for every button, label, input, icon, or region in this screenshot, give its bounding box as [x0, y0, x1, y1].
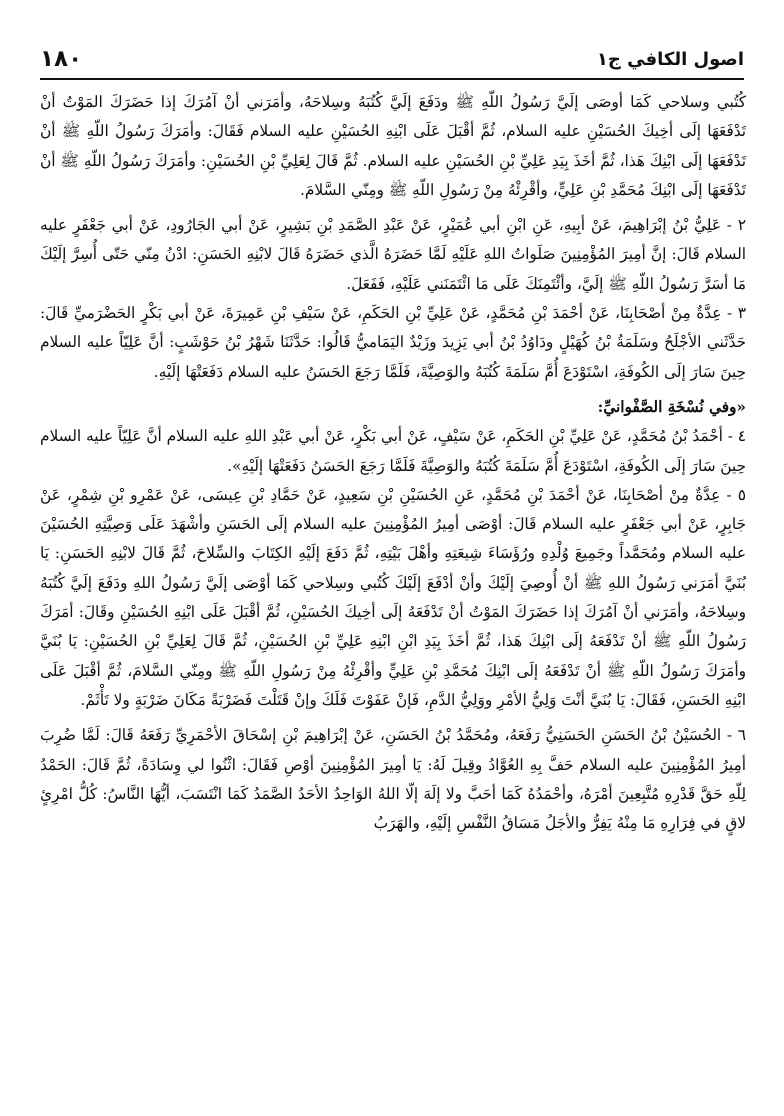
page-body [40, 88, 746, 838]
paragraph-continuation: كُتُبي وسلاحي كَمَا أوصَى إلَيَّ رَسُولُ اللّهِ ﷺ ودَفَعَ إلَيَّ كُتُبَهُ وسِلاحَهُ، وأمَرَني أنْ آمُرَكَ إذا حَضَرَكَ المَوْتُ أنْ تَدْفَعَهَا إلَى أخِيكَ الحُسَيْنِ عليه السلام، ثُمَّ أقْبَلَ عَلَى ابْنِهِ الحُسَيْنِ عليه السلام فَقَالَ: وأمَرَكَ رَسُولُ اللّهِ ﷺ أنْ تَدْفَعَهَا إلَى ابْنِكَ هَذا، ثُمَّ أخَذَ بِيَدِ عَلِيِّ بْنِ الحُسَيْنِ عليه السلام. ثُمَّ قَالَ لِعَلِيِّ بْنِ الحُسَيْنِ: وأمَرَكَ رَسُولُ اللّهِ ﷺ أنْ تَدْفَعَهَا إلَى ابْنِكَ مُحَمَّدِ بْنِ عَلِيٍّ، وأقْرِئْهُ مِنْ رَسُولِ اللّهِ ﷺ ومِنّي السَّلامَ. [40, 93, 746, 199]
page-header [40, 44, 744, 74]
page-number: ١٨٠ [40, 46, 83, 72]
hadith-3: ٣ - عِدَّةٌ مِنْ أصْحَابِنَا، عَنْ أحْمَدَ بْنِ مُحَمَّدٍ، عَنْ عَلِيِّ بْنِ الحَكَمِ، عَنْ سَيْفِ بْنِ عَمِيرَةَ، عَنْ أبي بَكْرٍ الحَضْرَميِّ قَالَ: حَدَّثَني الأجْلَحُ وسَلَمَةُ بْنُ كُهَيْلٍ ودَاوُدُ بْنُ أبي يَزِيدَ وزَيْدٌ اليَمَاميُّ قَالُوا: حَدَّثَنَا شَهْرُ بْنُ حَوْشَبٍ: أنَّ عَلِيّاً عليه السلام حِينَ سَارَ إلَى الكُوفَةِ، اسْتَوْدَعَ أُمَّ سَلَمَةَ كُتُبَهُ والوَصِيَّةَ، فَلَمَّا رَجَعَ الحَسَنُ عليه السلام دَفَعَتْهَا إلَيْهِ. [40, 304, 746, 381]
header-divider [40, 78, 744, 80]
hadith-2: ٢ - عَلِيُّ بْنُ إبْرَاهِيمَ، عَنْ أبِيهِ، عَنِ ابْنِ أبي عُمَيْرٍ، عَنْ عَبْدِ الصَّمَدِ بْنِ بَشِيرٍ، عَنْ أبي الجَارُودِ، عَنْ أبي جَعْفَرٍ عليه السلام قَالَ: إنَّ أمِيرَ المُؤْمِنِينَ صَلَواتُ اللهِ عَلَيْهِ لَمَّا حَضَرَهُ الَّذي حَضَرَهُ قَالَ لابْنِهِ الحَسَنِ: ادْنُ مِنّي حَتّى أُسِرَّ إلَيْكَ مَا أسَرَّ رَسُولُ اللّهِ ﷺ إلَيَّ، وأئْتَمِنَكَ عَلَى مَا ائْتَمَنَني عَلَيْهِ، فَفَعَلَ. [40, 216, 746, 293]
running-title: اصول الكافي ج١ [596, 48, 744, 70]
hadith-6: ٦ - الحُسَيْنُ بْنُ الحَسَنِ الحَسَنِيُّ رَفَعَهُ، ومُحَمَّدُ بْنُ الحَسَنِ، عَنْ إبْرَاهِيمَ بْنِ إسْحَاقَ الأحْمَرِيِّ رَفَعَهُ قَالَ: لَمَّا ضُرِبَ أمِيرُ المُؤْمِنِينَ عليه السلام حَفَّ بِهِ العُوَّادُ وقِيلَ لَهُ: يَا أمِيرَ المُؤْمِنِينَ أوْصِ فَقَالَ: اثْنُوا لي وِسَادَةً، ثُمَّ قَالَ: الحَمْدُ لِلّهِ حَقَّ قَدْرِهِ مُتَّبِعِينَ أمْرَهُ، وأحْمَدُهُ كَمَا أحَبَّ ولا إلَهَ إلّا اللهُ الوَاحِدُ الأحَدُ الصَّمَدُ كَمَا انْتَسَبَ، أيُّهَا النَّاسُ: كُلُّ امْرِئٍ لاقٍ في فِرَارِهِ مَا مِنْهُ يَفِرُّ والأجَلُ مَسَاقُ النَّفْسِ إلَيْهِ، والهَرَبُ [40, 726, 746, 833]
hadith-4: ٤ - أحْمَدُ بْنُ مُحَمَّدٍ، عَنْ عَلِيِّ بْنِ الحَكَمِ، عَنْ سَيْفٍ، عَنْ أبي بَكْرٍ، عَنْ أبي عَبْدِ اللهِ عليه السلام أنَّ عَلِيّاً عليه السلام حِينَ سَارَ إلَى الكُوفَةِ، اسْتَوْدَعَ أُمَّ سَلَمَةَ كُتُبَهُ والوَصِيَّةَ فَلَمَّا رَجَعَ الحَسَنُ دَفَعَتْهَا إلَيْهِ». [40, 427, 746, 475]
hadith-5: ٥ - عِدَّةٌ مِنْ أصْحَابِنَا، عَنْ أحْمَدَ بْنِ مُحَمَّدٍ، عَنِ الحُسَيْنِ بْنِ سَعِيدٍ، عَنْ حَمَّادِ بْنِ عِيسَى، عَنْ عَمْرِو بْنِ شِمْرٍ، عَنْ جَابِرٍ، عَنْ أبي جَعْفَرٍ عليه السلام قَالَ: أوْصَى أمِيرُ المُؤْمِنِينَ عليه السلام إلَى الحَسَنِ وأشْهَدَ عَلَى وَصِيَّتِهِ الحُسَيْنَ عليه السلام ومُحَمَّداً وجَمِيعَ وُلْدِهِ ورُؤَسَاءَ شِيعَتِهِ وأهْلَ بَيْتِهِ، ثُمَّ دَفَعَ إلَيْهِ الكِتَابَ والسِّلاحَ، ثُمَّ قَالَ لابْنِهِ الحَسَنِ: يَا بُنَيَّ أمَرَني رَسُولُ اللهِ ﷺ أنْ أُوصِيَ إلَيْكَ وأنْ أدْفَعَ إلَيْكَ كُتُبي وسِلاحي كَمَا أوْصَى إلَيَّ رَسُولُ اللهِ ودَفَعَ إلَيَّ كُتُبَهُ وسِلاحَهُ، وأمَرَني أنْ آمُرَكَ إذا حَضَرَكَ المَوْتُ أنْ تَدْفَعَهُ إلَى أخِيكَ الحُسَيْنِ، ثُمَّ أقْبَلَ عَلَى ابْنِهِ الحُسَيْنِ وقَالَ: أمَرَكَ رَسُولُ اللّهِ ﷺ أنْ تَدْفَعَهُ إلَى ابْنِكَ هَذا، ثُمَّ أخَذَ بِيَدِ ابْنِ ابْنِهِ عَلِيِّ بْنِ الحُسَيْنِ، ثُمَّ قَالَ لِعَلِيِّ بْنِ الحُسَيْنِ: يَا بُنَيَّ وأمَرَكَ رَسُولُ اللّهِ ﷺ أنْ تَدْفَعَهُ إلَى ابْنِكَ مُحَمَّدِ بْنِ عَلِيٍّ وأقْرِئْهُ مِنْ رَسُولِ اللّهِ ﷺ ومِنّي السَّلامَ، ثُمَّ أقْبَلَ عَلَى ابْنِهِ الحَسَنِ، فَقَالَ: يَا بُنَيَّ أنْتَ وَلِيُّ الأمْرِ ووَلِيُّ الدَّمِ، فَإنْ عَفَوْتَ فَلَكَ وإنْ قَتَلْتَ فَضَرْبَةً مَكَانَ ضَرْبَةٍ ولا تَأْثَمْ. [40, 485, 746, 709]
version-note: «وفي نُسْخَةِ الصَّفْوانيِّ: [597, 397, 746, 416]
